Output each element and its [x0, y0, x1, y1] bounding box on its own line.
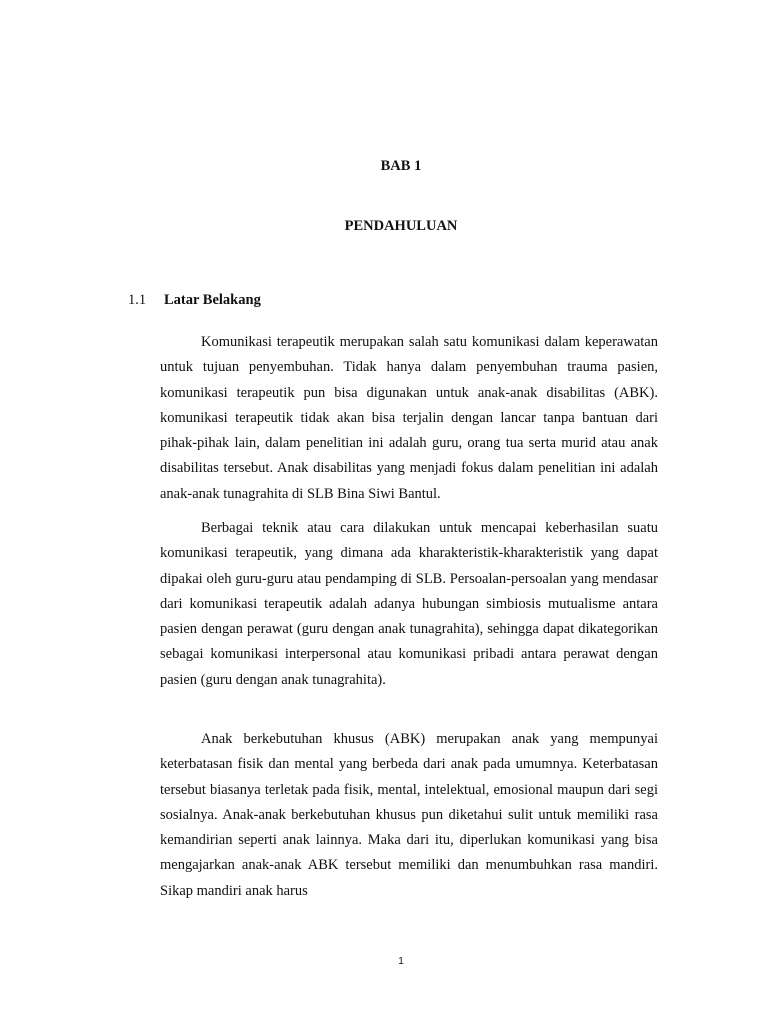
page-number: 1: [398, 956, 404, 967]
chapter-number: BAB 1: [380, 158, 422, 174]
section-heading: [128, 292, 261, 309]
body-paragraph: Anak berkebutuhan khusus (ABK) merupakan anak yang mempunyai keterbatasan fisik dan mental yang berbeda dari anak pada umumnya. Keterbatasan tersebut biasanya terletak pada fisik, mental, intelektual, emosional maupun dari segi sosialnya. Anak-anak berkebutuhan khusus pun diketahui sulit untuk memiliki rasa kemandirian seperti anak lainnya. Maka dari itu, diperlukan komunikasi yang bisa mengajarkan anak-anak ABK tersebut memiliki dan menumbuhkan rasa mandiri. Sikap mandiri anak harus: [160, 731, 658, 899]
chapter-title: PENDAHULUAN: [344, 218, 458, 234]
body-paragraph: Berbagai teknik atau cara dilakukan untuk mencapai keberhasilan suatu komunikasi terapeutik, yang dimana ada kharakteristik-kharakteristik yang dapat dipakai oleh guru-guru atau pendamping di SLB. Persoalan-persoalan yang mendasar dari komunikasi terapeutik adalah adanya hubungan simbiosis mutualisme antara pasien dengan perawat (guru dengan anak tunagrahita), sehingga dapat dikategorikan sebagai komunikasi interpersonal atau komunikasi pribadi antara perawat dengan pasien (guru dengan anak tunagrahita).: [160, 520, 658, 688]
body-paragraph: Komunikasi terapeutik merupakan salah satu komunikasi dalam keperawatan untuk tujuan penyembuhan. Tidak hanya dalam penyembuhan trauma pasien, komunikasi terapeutik pun bisa digunakan untuk anak-anak disabilitas (ABK). komunikasi terapeutik tidak akan bisa terjalin dengan lancar tanpa bantuan dari pihak-pihak lain, dalam penelitian ini adalah guru, orang tua serta murid atau anak disabilitas tersebut. Anak disabilitas yang menjadi fokus dalam penelitian ini adalah anak-anak tunagrahita di SLB Bina Siwi Bantul.: [160, 334, 658, 502]
section-title: Latar Belakang: [164, 292, 261, 308]
section-number: 1.1: [128, 292, 147, 308]
